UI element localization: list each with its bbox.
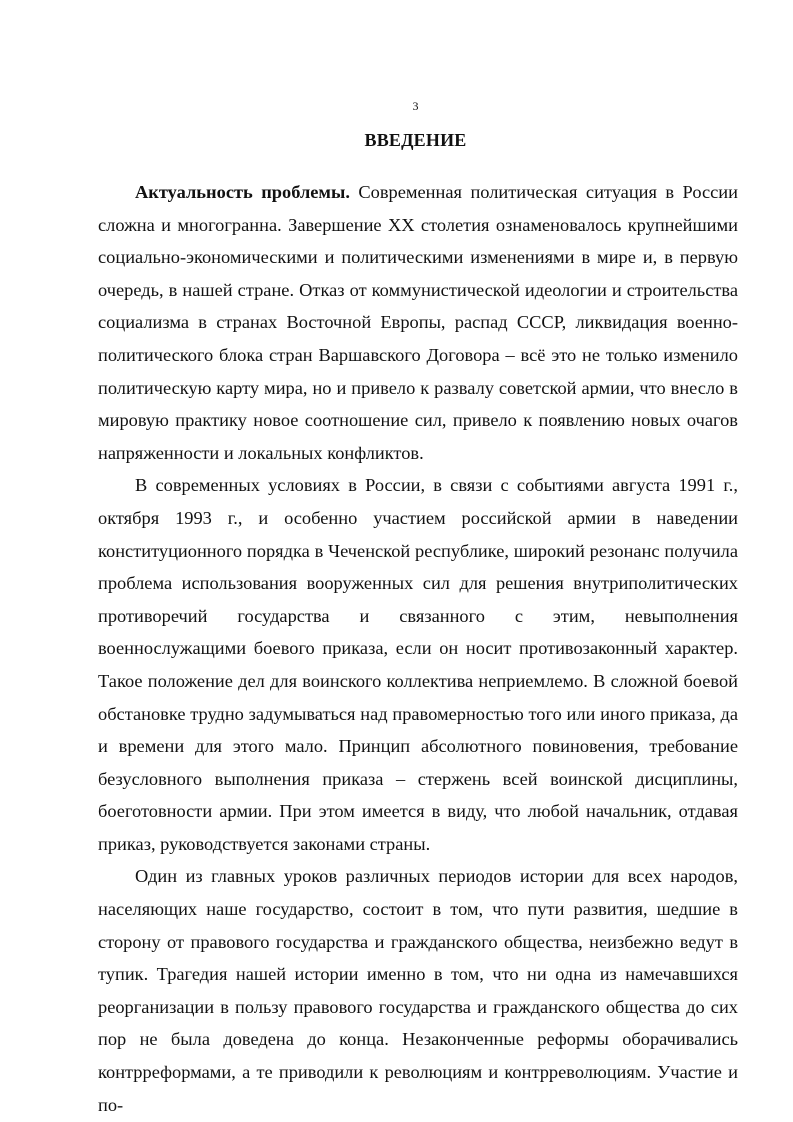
paragraph-3 — [98, 860, 738, 1121]
paragraph-2 — [98, 469, 738, 860]
page-number: 3 — [412, 99, 419, 113]
paragraph-1 — [98, 176, 738, 469]
body-text — [98, 176, 738, 1121]
paragraph-text: В современных условиях в России, в связи с событиями августа 1991 г., октября 1993 г., и особенно участием российской армии в наведении конституционного порядка в Чеченской республике, широкий резонанс получила проблема использования вооруженных сил для решения внутриполитических противоречий государства и связанного с этим, невыполнения военнослужащими боевого приказа, если он носит противозаконный характер. Такое положение дел для воинского коллектива неприемлемо. В сложной боевой обстановке трудно задумываться над правомерностью того или иного приказа, да и времени для этого мало. Принцип абсолютного повиновения, требование безусловного выполнения приказа – стержень всей воинской дисциплины, боеготовности армии. При этом имеется в виду, что любой начальник, отдавая приказ, руководствуется законами страны. — [98, 475, 738, 854]
section-heading: ВВЕДЕНИЕ — [364, 130, 467, 150]
paragraph-text: Современная политическая ситуация в России сложна и многогранна. Завершение XX столетия ознаменовалось крупнейшими социально-экономическими и политическими изменениями в мире и, в первую очередь, в нашей стране. Отказ от коммунистической идеологии и строительства социализма в странах Восточной Европы, распад СССР, ликвидация военно-политического блока стран Варшавского Договора – всё это не только изменило политическую карту мира, но и привело к развалу советской армии, что внесло в мировую практику новое соотношение сил, привело к появлению новых очагов напряженности и локальных конфликтов. — [98, 182, 738, 463]
paragraph-text: Один из главных уроков различных периодов истории для всех народов, населяющих наше государство, состоит в том, что пути развития, шедшие в сторону от правового государства и гражданского общества, неизбежно ведут в тупик. Трагедия нашей истории именно в том, что ни одна из намечавшихся реорганизации в пользу правового государства и гражданского общества до сих пор не была доведена до конца. Незаконченные реформы оборачивались контрреформами, а те приводили к революциям и контрреволюциям. Участие и по- — [98, 866, 738, 1115]
paragraph-lead: Актуальность проблемы. — [135, 182, 350, 202]
